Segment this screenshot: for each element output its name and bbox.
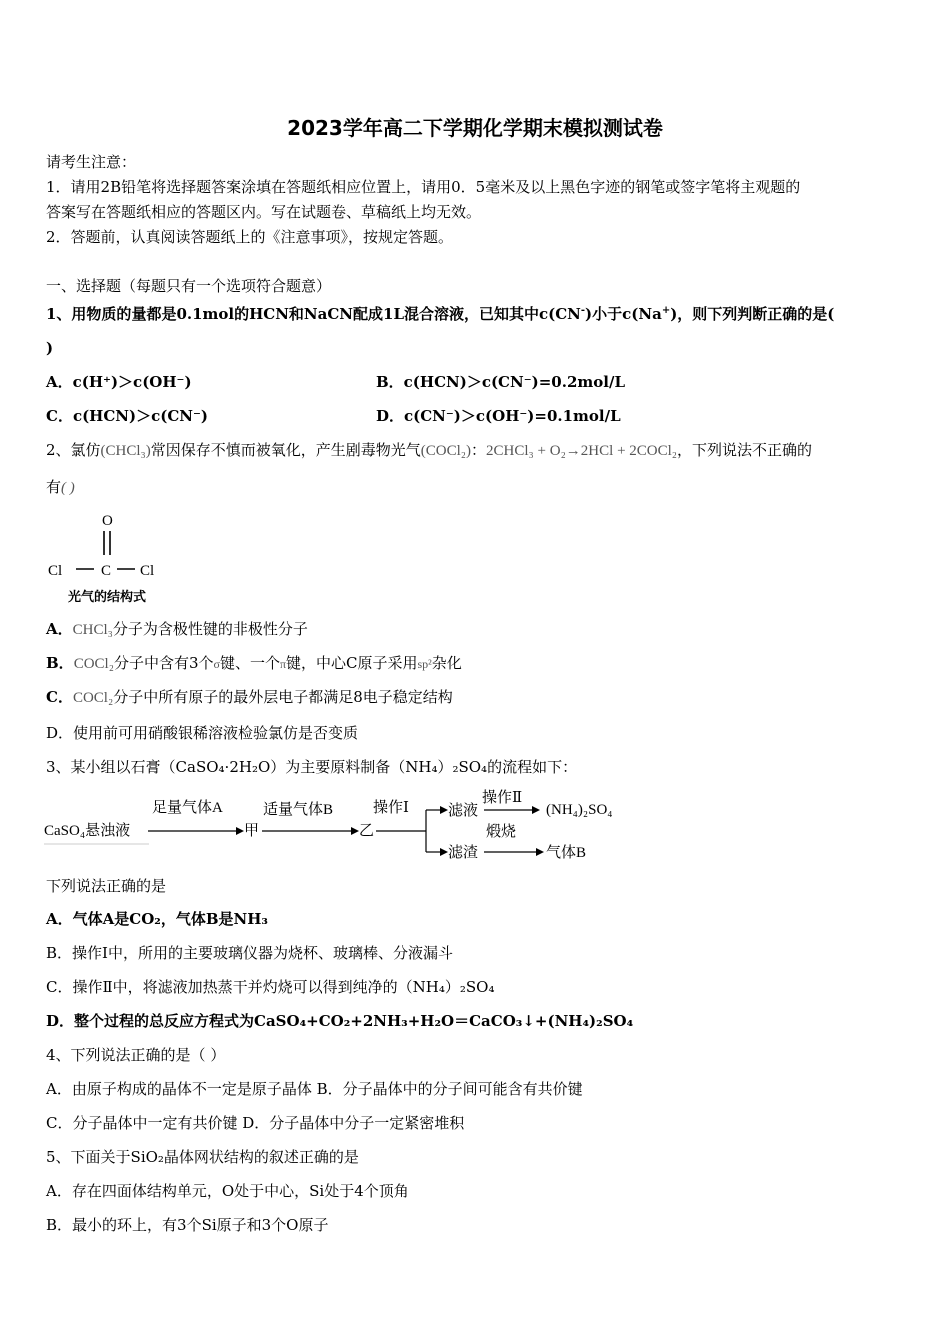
flow-residue: 滤渣	[448, 845, 479, 861]
q3-option-d: D．整个过程的总反应方程式为CaSO₄+CO₂+2NH₃+H₂O＝CaCO₃↓+(NH₄)₂SO₄	[46, 1012, 634, 1030]
arrow-2-head	[351, 827, 359, 835]
flow-calcine: 煅烧	[486, 824, 517, 840]
q2-option-a: A．CHCl₃分子为含极性键的非极性分子	[46, 620, 308, 638]
atom-chlorine-right: Cl	[140, 563, 155, 579]
notice-heading: 请考生注意：	[46, 153, 137, 171]
q5-option-b: B．最小的环上，有3个Si原子和3个O原子	[46, 1216, 329, 1234]
atom-carbon: C	[101, 563, 112, 579]
q4-options-ab: A．由原子构成的晶体不一定是原子晶体 B．分子晶体中的分子间可能含有共价键	[46, 1080, 583, 1098]
flow-mid1: 甲	[244, 823, 260, 839]
flow-mid2: 乙	[359, 823, 375, 839]
q4-options-cd: C．分子晶体中一定有共价键 D．分子晶体中分子一定紧密堆积	[46, 1114, 465, 1132]
flow-start: CaSO₄悬浊液	[44, 823, 131, 839]
q1-stem-end: )	[46, 339, 54, 357]
q2-stem: 2、氯仿(CHCl₃)常因保存不慎而被氧化，产生剧毒物光气(COCl₂)：2CHCl₃ + O₂→2HCl + 2COCl₂，下列说法不正确的	[46, 441, 813, 459]
phosgene-structure	[46, 508, 176, 580]
notice-item-1: 1．请用2B铅笔将选择题答案涂填在答题纸相应位置上，请用0．5毫米及以上黑色字迹的钢笔或签字笔将主观题的	[46, 178, 801, 196]
structure-caption: 光气的结构式	[68, 590, 147, 605]
q3-option-b: B．操作Ⅰ中，所用的主要玻璃仪器为烧杯、玻璃棒、分液漏斗	[46, 944, 453, 962]
q3-stem: 3、某小组以石膏（CaSO₄·2H₂O）为主要原料制备（NH₄）₂SO₄的流程如下：	[46, 758, 578, 776]
flow-step1: 足量气体A	[152, 800, 223, 816]
arrow-4-head	[532, 806, 540, 814]
atom-oxygen: O	[102, 513, 113, 529]
flow-op2: 操作Ⅱ	[482, 790, 523, 806]
atom-chlorine-left: Cl	[48, 563, 63, 579]
q3-flow-diagram	[44, 788, 644, 870]
q1-option-b: B．c(HCN)＞c(CN⁻)=0.2mol/L	[376, 373, 625, 391]
flow-gas-b: 气体B	[546, 845, 587, 861]
q1-option-a: A．c(H⁺)＞c(OH⁻)	[46, 373, 192, 391]
q1-option-d: D．c(CN⁻)＞c(OH⁻)=0.1mol/L	[376, 407, 621, 425]
page-title: 2023学年高二下学期化学期末模拟测试卷	[287, 116, 663, 140]
flow-product: (NH₄)₂SO₄	[546, 802, 613, 818]
flow-filtrate: 滤液	[448, 803, 479, 819]
q5-stem: 5、下面关于SiO₂晶体网状结构的叙述正确的是	[46, 1148, 359, 1166]
q2-option-b: B．COCl₂分子中含有3个σ键、一个π键，中心C原子采用sp²杂化	[46, 654, 462, 672]
q2-option-c: C．COCl₂分子中所有原子的最外层电子都满足8电子稳定结构	[46, 688, 453, 706]
q5-option-a: A．存在四面体结构单元，O处于中心，Si处于4个顶角	[46, 1182, 409, 1200]
q3-option-a: A．气体A是CO₂，气体B是NH₃	[46, 910, 268, 928]
arrow-1-head	[236, 827, 244, 835]
q2-option-d: D．使用前可用硝酸银稀溶液检验氯仿是否变质	[46, 724, 359, 742]
q4-stem: 4、下列说法正确的是（ ）	[46, 1046, 226, 1064]
flow-op1: 操作Ⅰ	[373, 800, 409, 816]
arrow-5-head	[536, 848, 544, 856]
q3-option-c: C．操作Ⅱ中，将滤液加热蒸干并灼烧可以得到纯净的（NH₄）₂SO₄	[46, 978, 495, 996]
q2-stem-cont: 有( )	[46, 478, 75, 496]
section-heading: 一、选择题（每题只有一个选项符合题意）	[46, 277, 332, 295]
notice-item-1-cont: 答案写在答题纸相应的答题区内。写在试题卷、草稿纸上均无效。	[46, 203, 482, 221]
branch-bottom-head	[440, 848, 448, 856]
notice-item-2: 2．答题前，认真阅读答题纸上的《注意事项》，按规定答题。	[46, 228, 454, 246]
q1-stem: 1、用物质的量都是0.1mol的HCN和NaCN配成1L混合溶液，已知其中c(CN-)小于c(Na+)，则下列判断正确的是(	[46, 305, 835, 323]
branch-top-head	[440, 806, 448, 814]
q3-prompt: 下列说法正确的是	[46, 877, 167, 895]
flow-step2: 适量气体B	[263, 802, 334, 818]
q1-option-c: C．c(HCN)＞c(CN⁻)	[46, 407, 208, 425]
